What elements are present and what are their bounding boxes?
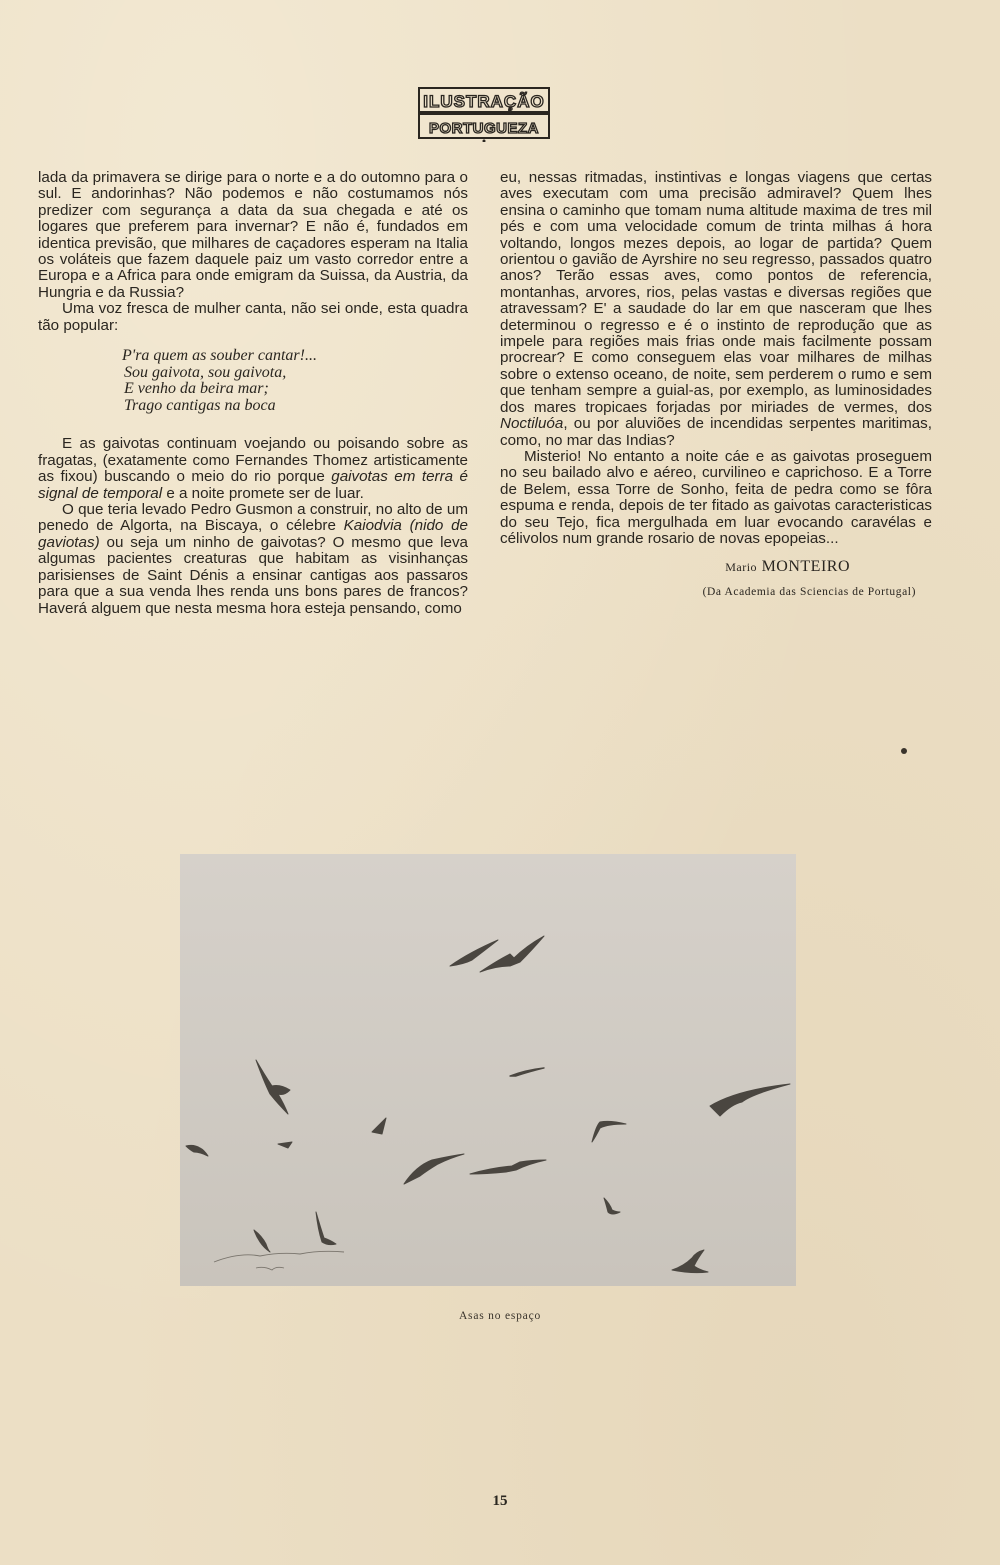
masthead-line1: ILUSTRAÇÃO <box>423 92 545 111</box>
left-paragraph-4 <box>38 502 468 617</box>
masthead-logo <box>418 86 550 142</box>
right-paragraph-1 <box>500 170 932 449</box>
left-paragraph-2: Uma voz fresca de mulher canta, não sei onde, esta quadra tão popular: <box>38 300 468 334</box>
right-paragraph-2: Misterio! No entanto a noite cáe e as gaivotas proseguem no seu bailado alvo e aéreo, curvilineo e caprichoso. E a Torre de Belem, essa Torre de Sonho, feita de pedra como se fôra espuma e renda, depois de ter fitado as gaivotas caracteristicas do seu Tejo, fica mergulhada em luar evocando caravélas e célivolos num grande rosario de novas epopeias... <box>500 447 932 547</box>
right-column <box>500 170 932 600</box>
left-p4-text-b: ou seja um ninho de gaivotas? O mesmo que leva algumas pacientes creaturas que habitam as visinhanças parisienses de Saint Dénis a ensinar cantigas aos passaros para que a sua venda lhes renda uns bons pares de francos? Haverá alguem que nesta mesma hora esteja pensando, como <box>38 533 468 617</box>
verse-quatrain <box>122 348 468 414</box>
seagulls-photo-graphic <box>180 854 796 1286</box>
masthead-line2: PORTUGUEZA <box>429 120 539 137</box>
masthead-logo-graphic <box>418 86 550 142</box>
author-last-name: MONTEIRO <box>761 558 850 576</box>
left-p4-text-a: O que teria levado Pedro Gusmon a construir, no alto de um penedo de Algorta, na Biscaya, o célebre <box>38 501 468 535</box>
verse-line-4: Trago cantigas na boca <box>124 396 276 414</box>
ink-dot <box>901 748 907 754</box>
left-p4-italic: Kaiodvia (nido de gaviotas) <box>38 517 468 551</box>
left-column <box>38 170 468 617</box>
right-p1-text-a: eu, nessas ritmadas, instintivas e longas viagens que certas aves executam com uma precisão admiravel? Quem lhes ensina o caminho que tomam numa altitude maxima de tres mil pés e com uma velocidade comum de trinta milhas á hora voltando, longos mezes depois, ao logar de partida? Quem orientou o gavião de Ayrshire no seu regresso, passados quatro anos? Terão essas aves, como pontos de referencia, montanhas, arvores, rios, pelas vastas e diversas regiões que atravessam? E' a saudade do lar em que nasceram que lhes determinou o regresso e é o instinto de reprodução que as impele para regiões mais frias onde mais facilmente possam procrear? E como conseguem elas voar milhares de milhas sobre o extenso oceano, de noite, sem perderem o rumo e sem que tenham sempre a guial-as, por exemplo, as luminosidades dos mares tropicaes forjadas por miriades de vermes, dos <box>500 169 932 416</box>
verse-line-2: Sou gaivota, sou gaivota, <box>124 363 287 381</box>
photo-caption: Asas no espaço <box>458 1310 542 1322</box>
left-paragraph-3 <box>38 436 468 502</box>
left-p3-italic: gaivotas em terra é signal de temporal <box>38 468 469 502</box>
verse-line-3: E venho da beira mar; <box>124 380 269 398</box>
left-p3-text-a: E as gaivotas continuam voejando ou poisando sobre as fragatas, (exatamente como Fernandes Thomez artisticamente as fixou) buscando o meio do rio porque <box>38 435 468 486</box>
author-signature <box>500 559 850 575</box>
author-affiliation: (Da Academia das Sciencias de Portugal) <box>702 585 916 598</box>
author-first-name: Mario <box>725 560 758 575</box>
verse-line-1: P'ra quem as souber cantar!... <box>122 347 317 365</box>
right-p1-italic: Noctiluóa <box>500 415 564 433</box>
left-p3-text-b: e a noite promete ser de luar. <box>162 484 364 502</box>
right-p1-text-b: , ou por aluviões de incendidas serpentes maritimas, como, no mar das Indias? <box>500 415 932 449</box>
page-number: 15 <box>492 1493 508 1509</box>
seagulls-photo <box>180 854 796 1286</box>
left-paragraph-1: lada da primavera se dirige para o norte e a do outomno para o sul. E andorinhas? Não podemos e não costumamos nós predizer com segurança a data da sua chegada e até os logares que preferem para invernar? E não é, fundados em identica previsão, que milhares de caçadores esperam na Italia os voláteis que fazem daquele paiz um vasto corredor entre a Europa e a Africa para onde emigram da Suissa, da Austria, da Hungria e da Russia? <box>38 169 468 301</box>
